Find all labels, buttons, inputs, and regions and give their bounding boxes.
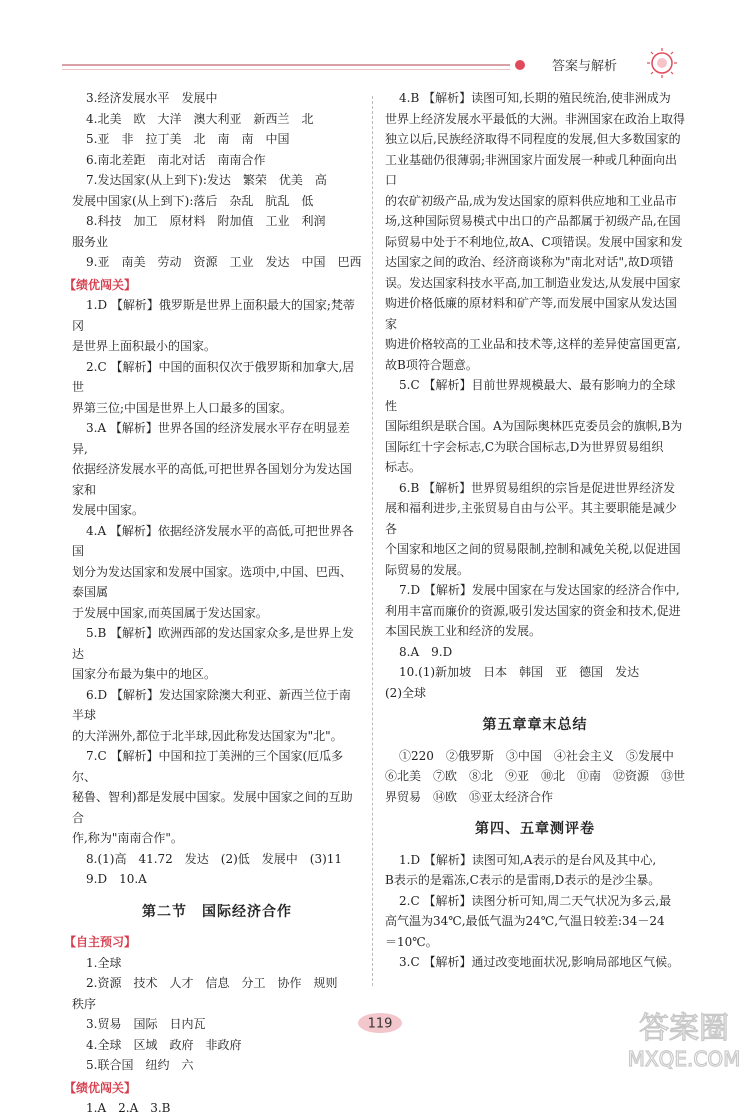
- answer-line: 界第三位;中国是世界上人口最多的国家。: [72, 400, 293, 415]
- answer-line: 际贸易的发展。: [385, 562, 470, 577]
- answer-line: 1.A 2.A 3.B: [86, 1101, 171, 1115]
- answer-line: 4.B 【解析】读图可知,长期的殖民统治,使非洲成为: [399, 91, 671, 105]
- answer-line: 场,这种国际贸易模式中出口的产品都属于初级产品,在国: [385, 214, 681, 228]
- page-number-text: 119: [367, 1016, 393, 1032]
- answer-line: 秩序: [72, 996, 97, 1011]
- header-red-dot: [515, 60, 525, 70]
- column-divider: [372, 96, 373, 986]
- answer-line: 的大洋洲外,都位于北半球,因此称发达国家为"北"。: [72, 728, 343, 743]
- section-tag: 【绩优闯关】: [64, 1080, 137, 1095]
- section-title: 第二节 国际经济合作: [142, 903, 292, 920]
- answer-line: 5.亚 非 拉丁美 北 南 南 中国: [86, 132, 290, 146]
- answer-line: 是世界上面积最小的国家。: [72, 339, 217, 353]
- answer-line: 标志。: [385, 460, 422, 474]
- answer-line: 误。发达国家科技水平高,加工制造业发达,从发展中国家: [385, 275, 681, 290]
- section-title: 第五章章末总结: [482, 717, 588, 733]
- answer-line: 6.B 【解析】世界贸易组织的宗旨是促进世界经济发: [399, 480, 676, 495]
- answer-line: ①220 ②俄罗斯 ③中国 ④社会主义 ⑤发展中: [399, 748, 674, 763]
- answer-line: 5.联合国 纽约 六: [86, 1058, 194, 1072]
- page-header: [0, 0, 750, 80]
- answer-line: 8.A 9.D: [399, 644, 453, 659]
- answer-line: 划分为发达国家和发展中国家。选项中,中国、巴西、泰国属: [72, 564, 352, 599]
- answer-line: 3.C 【解析】通过改变地面状况,影响局部地区气候。: [399, 955, 680, 969]
- answer-line: 购进价格较高的工业品和技术等,这样的差异使富国更富,: [385, 337, 681, 351]
- watermark-url: MXQE.COM: [628, 1047, 740, 1071]
- answer-line: 7.D 【解析】发展中国家在与发达国家的经济合作中,: [399, 583, 680, 597]
- answer-line: 服务业: [72, 234, 109, 249]
- answer-line: 发展中国家。: [72, 503, 145, 517]
- answer-line: 2.资源 技术 人才 信息 分工 协作 规则: [86, 976, 338, 990]
- right-column: [385, 88, 685, 973]
- answer-line: 展和福利进步,主张贸易自由与公平。其主要职能是减少各: [385, 501, 677, 536]
- answer-line: ⑥北美 ⑦欧 ⑧北 ⑨亚 ⑩北 ⑪南 ⑫资源 ⑬世: [385, 769, 686, 783]
- decorative-sun-icon: [640, 46, 684, 80]
- answer-line: 9.亚 南美 劳动 资源 工业 发达 中国 巴西: [86, 255, 362, 269]
- answer-line: 2.C 【解析】读图分析可知,周二天气状况为多云,最: [399, 893, 672, 908]
- answer-line: 故B项符合题意。: [385, 357, 478, 372]
- answer-line: 于发展中国家,而英国属于发达国家。: [72, 605, 268, 620]
- answer-line: 本国民族工业和经济的发展。: [385, 624, 542, 638]
- answer-line: 个国家和地区之间的贸易限制,控制和减免关税,以促进国: [385, 542, 681, 556]
- answer-line: 6.D 【解析】发达国家除澳大利亚、新西兰位于南半球: [72, 687, 351, 722]
- answer-line: 7.发达国家(从上到下):发达 繁荣 优美 高: [86, 173, 327, 187]
- answer-line: 依据经济发展水平的高低,可把世界各国划分为发达国家和: [72, 462, 352, 497]
- answer-line: 9.D 10.A: [86, 872, 147, 886]
- answer-line: 际贸易中处于不利地位,故A、C项错误。发展中国家和发: [385, 234, 683, 249]
- answer-line: 7.C 【解析】中国和拉丁美洲的三个国家(厄瓜多尔、: [72, 749, 344, 784]
- answer-line: 世界上经济发展水平最低的大洲。非洲国家在政治上取得: [385, 111, 686, 126]
- answer-line: 4.北美 欧 大洋 澳大利亚 新西兰 北: [86, 111, 314, 126]
- answer-line: 秘鲁、智利)都是发展中国家。发展中国家之间的互助合: [72, 790, 353, 825]
- answer-line: 高气温为34℃,最低气温为24℃,气温日较差:34－24: [385, 914, 665, 928]
- answer-line: 1.D 【解析】读图可知,A表示的是台风及其中心,: [399, 852, 657, 867]
- section-title: 第四、五章测评卷: [475, 821, 595, 837]
- watermark-logo: [628, 1002, 740, 1074]
- answer-line: 工业基础仍很薄弱;非洲国家片面发展一种或几种面向出口: [385, 152, 678, 187]
- section-tag: 【绩优闯关】: [64, 277, 137, 292]
- answer-line: 购进价格低廉的原材料和矿产等,而发展中国家从发达国家: [385, 296, 677, 331]
- answer-line: 利用丰富而廉价的资源,吸引发达国家的资金和技术,促进: [385, 603, 681, 618]
- answer-line: 1.D 【解析】俄罗斯是世界上面积最大的国家;梵蒂冈: [72, 298, 355, 333]
- answer-line: 国家分布最为集中的地区。: [72, 667, 217, 681]
- answer-line: 独立以后,民族经济取得不同程度的发展,但大多数国家的: [385, 132, 681, 146]
- answer-line: 发展中国家(从上到下):落后 杂乱 肮乱 低: [72, 193, 314, 208]
- answer-line: 2.C 【解析】中国的面积仅次于俄罗斯和加拿大,居世: [72, 359, 355, 394]
- header-rule: [62, 64, 510, 66]
- answer-line: ＝10℃。: [385, 934, 438, 949]
- answer-line: 8.(1)高 41.72 发达 (2)低 发展中 (3)11: [86, 851, 343, 866]
- answer-line: 10.(1)新加坡 日本 韩国 亚 德国 发达: [399, 665, 640, 679]
- answer-line: 5.C 【解析】目前世界规模最大、最有影响力的全球性: [385, 378, 676, 413]
- answer-line: 国际组织是联合国。A为国际奥林匹克委员会的旗帜,B为: [385, 419, 683, 433]
- answer-line: 8.科技 加工 原材料 附加值 工业 利润: [86, 214, 326, 228]
- left-column: [64, 88, 362, 1119]
- answer-line: 1.全球: [86, 955, 122, 970]
- answer-line: (2)全球: [385, 685, 426, 700]
- answer-line: 3.A 【解析】世界各国的经济发展水平存在明显差异,: [72, 421, 350, 456]
- answer-line: 3.贸易 国际 日内瓦: [86, 1017, 206, 1031]
- header-rule-thin: [62, 69, 510, 70]
- answer-line: 4.A 【解析】依据经济发展水平的高低,可把世界各国: [72, 523, 354, 558]
- answer-line: 的农矿初级产品,成为发达国家的原料供应地和工业品市: [385, 193, 677, 208]
- answer-line: 作,称为"南南合作"。: [72, 831, 183, 845]
- section-tag: 【自主预习】: [64, 935, 137, 949]
- answer-line: 5.B 【解析】欧洲西部的发达国家众多,是世界上发达: [72, 626, 354, 661]
- answer-line: 6.南北差距 南北对话 南南合作: [86, 152, 266, 167]
- answer-line: 国际红十字会标志,C为联合国标志,D为世界贸易组织: [385, 439, 664, 454]
- header-title: 答案与解析: [552, 59, 618, 74]
- page-number: [355, 1012, 405, 1034]
- answer-line: 3.经济发展水平 发展中: [86, 91, 218, 105]
- answer-line: B表示的是霜冻,C表示的是雷雨,D表示的是沙尘暴。: [385, 873, 661, 887]
- answer-line: 达国家之间的政治、经济商谈称为"南北对话",故D项错: [385, 255, 674, 269]
- answer-line: 4.全球 区域 政府 非政府: [86, 1037, 242, 1052]
- watermark-text: 答案圈: [639, 1011, 729, 1046]
- answer-line: 界贸易 ⑭欧 ⑮亚太经济合作: [385, 789, 554, 804]
